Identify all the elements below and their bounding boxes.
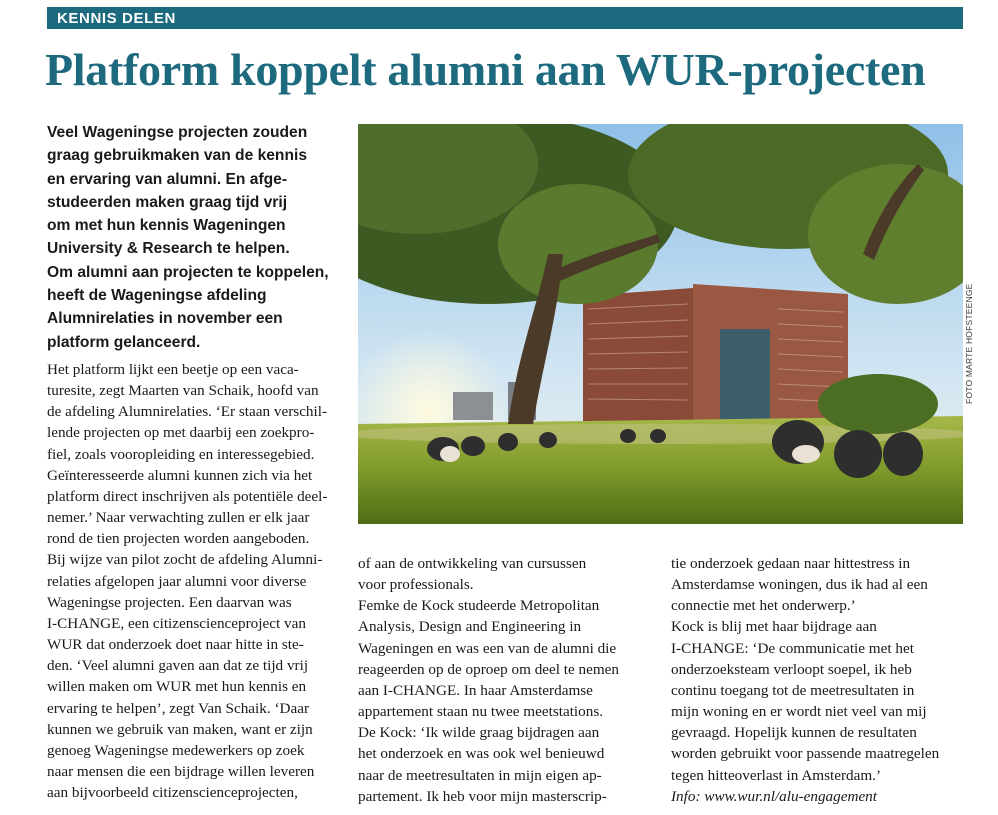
body-line: Kock is blij met haar bijdrage aan xyxy=(671,618,877,636)
body-line: naar de meetresultaten in mijn eigen ap- xyxy=(358,766,602,784)
body-line: Analysis, Design and Engineering in xyxy=(358,618,582,636)
body-line: tegen hitteoverlast in Amsterdam.’ xyxy=(671,766,882,784)
body-line: de afdeling Alumnirelaties. ‘Er staan verschil- xyxy=(47,403,328,421)
section-rubric-bar xyxy=(47,7,963,29)
body-line: partement. Ik heb voor mijn masterscrip- xyxy=(358,787,607,805)
body-line: turesite, zegt Maarten van Schaik, hoofd van xyxy=(47,382,319,400)
lead-line: University & Research te helpen. xyxy=(47,240,290,258)
article-headline: Platform koppelt alumni aan WUR-projecten xyxy=(45,44,926,95)
lead-line: heeft de Wageningse afdeling xyxy=(47,287,267,305)
photo-credit: FOTO MARTE HOFSTEENGE xyxy=(964,283,974,404)
body-line: platform direct inschrijven als potentiële deel- xyxy=(47,487,328,505)
body-line: mijn woning en er wordt niet veel van mij xyxy=(671,703,927,721)
body-line: of aan de ontwikkeling van cursussen xyxy=(358,555,587,572)
body-line: Het platform lijkt een beetje op een vaca- xyxy=(47,361,299,378)
body-line: aan bijvoorbeeld citizenscienceprojecten, xyxy=(47,784,298,802)
body-line: reageerden op de oproep om deel te nemen xyxy=(358,660,620,678)
body-line: naar mensen die een bijdrage willen leveren xyxy=(47,762,315,780)
lead-line: Alumnirelaties in november een xyxy=(47,310,283,328)
body-line: Wageningse projecten. Een daarvan was xyxy=(47,593,292,611)
body-line: I-CHANGE, een citizenscienceproject van xyxy=(47,614,306,632)
body-line: tie onderzoek gedaan naar hittestress in xyxy=(671,555,911,572)
body-line: gevraagd. Hopelijk kunnen de resultaten xyxy=(671,724,917,742)
body-line: appartement staan nu twee meetstations. xyxy=(358,703,604,721)
body-line: worden gebruikt voor passende maatregelen xyxy=(671,745,940,763)
article-lead xyxy=(47,121,347,354)
lead-line: en ervaring van alumni. En afge- xyxy=(47,170,288,188)
body-line: voor professionals. xyxy=(358,576,474,594)
body-line: kunnen we gebruik van maken, want er zijn xyxy=(47,720,313,738)
info-link[interactable]: Info: www.wur.nl/alu-engagement xyxy=(671,787,878,805)
body-line: den. ‘Veel alumni gaven aan dat ze tijd vrij xyxy=(47,657,309,675)
body-column-2 xyxy=(358,553,658,807)
body-column-1 xyxy=(47,359,347,803)
lead-line: platform gelanceerd. xyxy=(47,333,201,351)
body-line: WUR dat onderzoek doet naar hitte in ste- xyxy=(47,636,304,654)
body-line: lende projecten op met daarbij een zoekpro- xyxy=(47,424,315,442)
lead-line: om met hun kennis Wageningen xyxy=(47,217,286,235)
lead-line: Om alumni aan projecten te koppelen, xyxy=(47,263,329,281)
body-line: het onderzoek en was ook wel benieuwd xyxy=(358,745,605,763)
body-line: aan I-CHANGE. In haar Amsterdamse xyxy=(358,681,593,699)
body-line: Bij wijze van pilot zocht de afdeling Alumni- xyxy=(47,551,323,569)
body-line: Geïnteresseerde alumni kunnen zich via het xyxy=(47,466,313,484)
body-line: continu toegang tot de meetresultaten in xyxy=(671,681,915,699)
body-line: connectie met het onderwerp.’ xyxy=(671,597,856,615)
body-line: Femke de Kock studeerde Metropolitan xyxy=(358,597,600,615)
body-line: ervaring te helpen’, zegt Van Schaik. ‘Daar xyxy=(47,699,310,717)
body-line: willen maken om WUR met hun kennis en xyxy=(47,678,307,696)
body-line: Amsterdamse woningen, dus ik had al een xyxy=(671,576,928,594)
body-column-3 xyxy=(671,553,971,807)
body-line: fiel, zoals vooropleiding en interessegebied. xyxy=(47,445,315,463)
body-line: rond de tien projecten worden aangeboden. xyxy=(47,530,310,548)
lead-line: Veel Wageningse projecten zouden xyxy=(47,124,308,141)
body-line: Wageningen en was een van de alumni die xyxy=(358,639,617,657)
body-line: relaties afgelopen jaar alumni voor diverse xyxy=(47,572,307,590)
campus-photo xyxy=(358,124,963,524)
body-line: onderzoeksteam verloopt soepel, ik heb xyxy=(671,660,912,678)
body-line: I-CHANGE: ‘De communicatie met het xyxy=(671,639,914,657)
body-line: De Kock: ‘Ik wilde graag bijdragen aan xyxy=(358,724,600,742)
lead-line: studeerden maken graag tijd vrij xyxy=(47,193,288,211)
lead-line: graag gebruikmaken van de kennis xyxy=(47,147,307,165)
section-rubric-label: KENNIS DELEN xyxy=(57,9,176,27)
body-line: nemer.’ Naar verwachting zullen er elk jaar xyxy=(47,509,310,527)
body-line: genoeg Wageningse medewerkers op zoek xyxy=(47,741,305,759)
